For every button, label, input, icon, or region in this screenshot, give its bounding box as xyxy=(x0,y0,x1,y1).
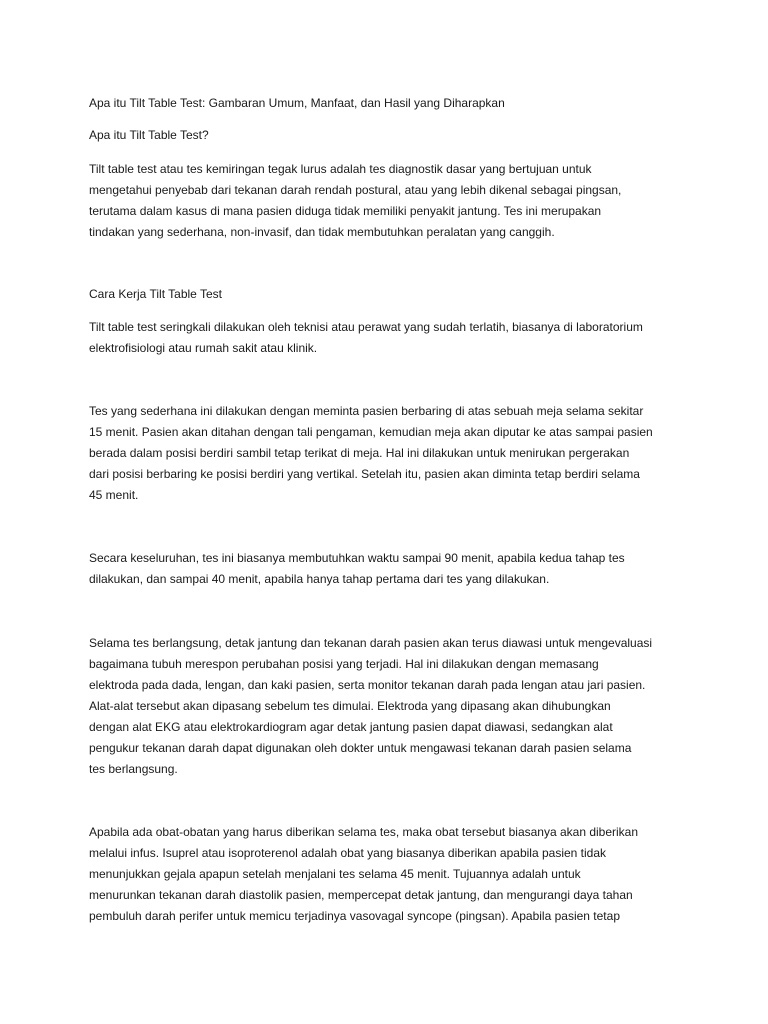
paragraph-line: mengetahui penyebab dari tekanan darah rendah postural, atau yang lebih dikenal sebagai pingsan, xyxy=(89,183,622,197)
paragraph-line: tindakan yang sederhana, non-invasif, dan tidak membutuhkan peralatan yang canggih. xyxy=(89,225,555,239)
paragraph-line: menurunkan tekanan darah diastolik pasien, mempercepat detak jantung, dan mengurangi daya tahan xyxy=(89,888,633,902)
paragraph-line: tes berlangsung. xyxy=(89,762,178,776)
paragraph-line: Tilt table test atau tes kemiringan tegak lurus adalah tes diagnostik dasar yang bertujuan untuk xyxy=(89,162,592,176)
document-title: Apa itu Tilt Table Test: Gambaran Umum, Manfaat, dan Hasil yang Diharapkan xyxy=(89,96,505,110)
paragraph-line: 15 menit. Pasien akan ditahan dengan tali pengaman, kemudian meja akan diputar ke atas sampai pasien xyxy=(89,425,653,439)
paragraph-line: menunjukkan gejala apapun setelah menjalani tes selama 45 menit. Tujuannya adalah untuk xyxy=(89,867,581,881)
paragraph-line: Secara keseluruhan, tes ini biasanya membutuhkan waktu sampai 90 menit, apabila kedua tahap tes xyxy=(89,551,625,565)
paragraph-line: dilakukan, dan sampai 40 menit, apabila hanya tahap pertama dari tes yang dilakukan. xyxy=(89,572,550,586)
paragraph-line: terutama dalam kasus di mana pasien diduga tidak memiliki penyakit jantung. Tes ini merupakan xyxy=(89,204,602,218)
paragraph-line: Selama tes berlangsung, detak jantung dan tekanan darah pasien akan terus diawasi untuk mengevaluasi xyxy=(89,636,653,650)
paragraph-line: Tes yang sederhana ini dilakukan dengan meminta pasien berbaring di atas sebuah meja selama sekitar xyxy=(89,404,644,418)
paragraph-line: Alat-alat tersebut akan dipasang sebelum tes dimulai. Elektroda yang dipasang akan dihubungkan xyxy=(89,699,611,713)
paragraph-line: pengukur tekanan darah dapat digunakan oleh dokter untuk mengawasi tekanan darah pasien selama xyxy=(89,741,632,755)
paragraph-line: Apabila ada obat-obatan yang harus diberikan selama tes, maka obat tersebut biasanya akan diberikan xyxy=(89,825,639,839)
paragraph-line: elektroda pada dada, lengan, dan kaki pasien, serta monitor tekanan darah pada lengan atau jari pasien. xyxy=(89,678,646,692)
paragraph-line: melalui infus. Isuprel atau isoproterenol adalah obat yang biasanya diberikan apabila pasien tidak xyxy=(89,846,607,860)
paragraph-line: bagaimana tubuh merespon perubahan posisi yang terjadi. Hal ini dilakukan dengan memasang xyxy=(89,657,599,671)
paragraph-line: dari posisi berbaring ke posisi berdiri yang vertikal. Setelah itu, pasien akan diminta tetap berdiri selama xyxy=(89,467,640,481)
section-heading-how-it-works: Cara Kerja Tilt Table Test xyxy=(89,287,222,301)
paragraph-line: dengan alat EKG atau elektrokardiogram agar detak jantung pasien dapat diawasi, sedangkan alat xyxy=(89,720,613,734)
paragraph-line: 45 menit. xyxy=(89,488,139,502)
paragraph-line: elektrofisiologi atau rumah sakit atau klinik. xyxy=(89,341,318,355)
section-heading-what-is: Apa itu Tilt Table Test? xyxy=(89,128,209,142)
paragraph-line: berada dalam posisi berdiri sambil tetap terikat di meja. Hal ini dilakukan untuk menirukan pergerakan xyxy=(89,446,630,460)
paragraph-line: Tilt table test seringkali dilakukan oleh teknisi atau perawat yang sudah terlatih, biasanya di laboratorium xyxy=(89,320,643,334)
paragraph-line: pembuluh darah perifer untuk memicu terjadinya vasovagal syncope (pingsan). Apabila pasien tetap xyxy=(89,909,620,923)
